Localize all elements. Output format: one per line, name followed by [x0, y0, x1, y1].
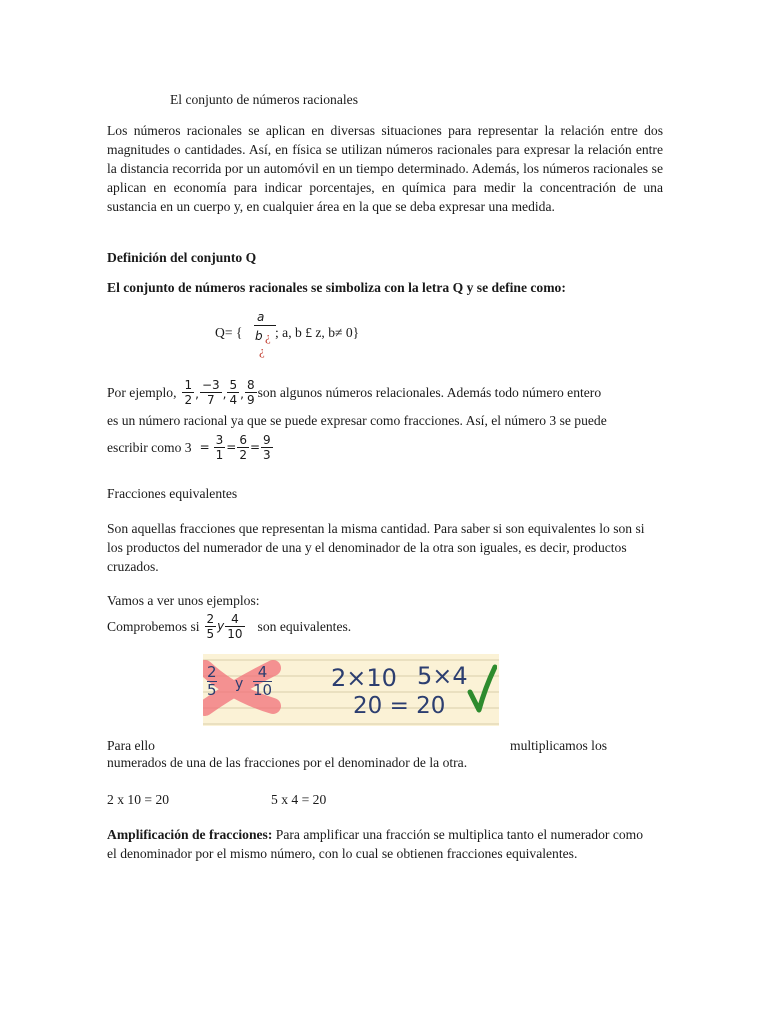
example-prefix: Por ejemplo,	[107, 384, 177, 400]
set-fraction-bar	[254, 325, 276, 326]
definition-heading: Definición del conjunto Q	[107, 250, 257, 265]
check-y: y	[217, 618, 225, 633]
set-prefix: Q= {	[215, 325, 243, 340]
set-below-mark: ¿	[259, 343, 265, 358]
result-20-20: 20 = 20	[353, 693, 446, 719]
left-fraction-4-10: 4 10	[253, 663, 273, 699]
amplification-text: Para amplificar una fracción se multiplica tanto el numerador como el denominador por el mismo número, con lo cual se obtienen fracciones equivalentes.	[107, 827, 644, 861]
three-fraction: $\frac{3}{1}$	[215, 432, 224, 462]
examples-intro: Vamos a ver unos ejemplos:	[107, 593, 260, 608]
three-prefix: escribir como 3	[107, 439, 192, 455]
numerados-line: numerados de una de las fracciones por el denominador de la otra.	[107, 755, 468, 770]
example-fraction: $\frac{8}{9}$	[246, 377, 255, 407]
amplification-paragraph	[107, 825, 655, 863]
document-title: El conjunto de números racionales	[170, 92, 358, 107]
check-fraction-2: $\frac{4}{10}$	[227, 611, 243, 641]
multiplicamos-text: multiplicamos los	[510, 738, 608, 753]
equivalent-paragraph: Son aquellas fracciones que representan la misma cantidad. Para saber si son equivalentes lo son si los productos del numerador de una y el denominador de la otra son iguales, es decir, productos cruzados.	[107, 521, 645, 574]
set-denominator: b	[255, 329, 263, 343]
set-suffix: ; a, b £ z, b≠ 0}	[275, 325, 360, 340]
example-fraction: $\frac{-3}{7}$	[201, 377, 220, 407]
check-line	[107, 608, 351, 644]
handwritten-example-image	[203, 654, 499, 726]
set-numerator: a	[257, 310, 265, 324]
set-den-mark: ¿	[265, 329, 271, 344]
three-fraction: $\frac{6}{2}$	[239, 432, 247, 462]
example-text: son algunos números relacionales. Además todo número entero	[257, 384, 602, 400]
intro-paragraph: Los números racionales se aplican en diversas situaciones para representar la relación entre dos magnitudes o cantidades. Así, en física se utilizan números racionales para expresar la relación entre la distancia recorrida por un automóvil en un tiempo determinado. Además, los números racionales se aplican en economía para indicar porcentajes, en química para medir la concentración de una sustancia en un cuerpo y, en cualquier área en la que se deba expresar una medida.	[107, 123, 663, 214]
expr-5x4: 5×4	[417, 662, 468, 690]
check-fraction-1: $\frac{2}{5}$	[206, 611, 215, 641]
example-fraction: $\frac{1}{2}$	[184, 377, 193, 407]
expr-2x10: 2×10	[331, 664, 397, 692]
para-ello-text: Para ello	[107, 738, 155, 753]
left-y: y	[235, 676, 244, 692]
example-line-2: es un número racional ya que se puede expresar como fracciones. Así, el número 3 se puede	[107, 413, 607, 428]
equivalent-heading: Fracciones equivalentes	[107, 486, 238, 501]
checkmark-icon	[467, 664, 497, 714]
three-fractions-line: escribir como 3 = $\frac{3}{1}$ = $\frac{6}{2}$ = $\frac{9}{3}$	[107, 432, 271, 462]
definition-sentence: El conjunto de números racionales se simboliza con la letra Q y se define como:	[107, 280, 566, 295]
three-fraction: $\frac{9}{3}$	[263, 432, 271, 462]
example-line: Por ejemplo, $\frac{1}{2}$ , $\frac{-3}{7}$ , $\frac{5}{4}$ , $\frac{8}{9}$ son algunos números relacionales. Además todo número entero	[107, 377, 602, 407]
check-suffix: son equivalentes.	[257, 618, 352, 634]
amplification-heading: Amplificación de fracciones:	[107, 827, 273, 842]
calc-line-1: 2 x 10 = 20	[107, 792, 170, 807]
example-fraction: $\frac{5}{4}$	[229, 377, 238, 407]
left-fraction-2-5: 2 5	[207, 663, 217, 699]
check-prefix: Comprobemos si	[107, 618, 200, 634]
calc-line-2: 5 x 4 = 20	[271, 792, 327, 807]
